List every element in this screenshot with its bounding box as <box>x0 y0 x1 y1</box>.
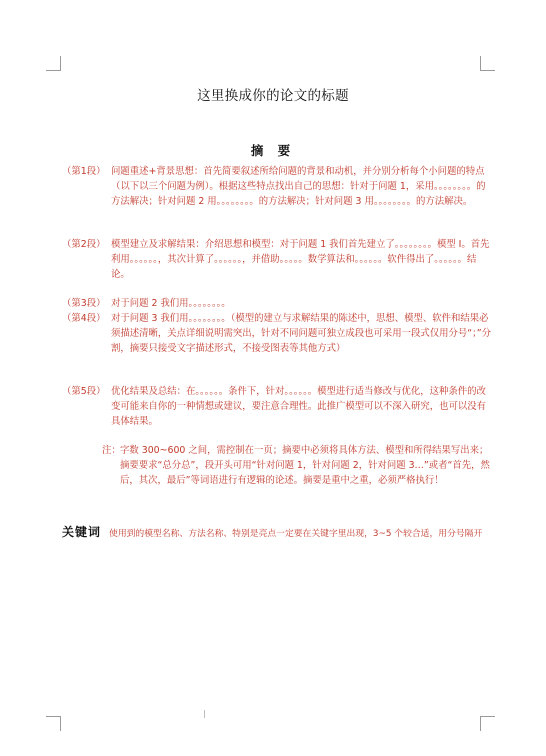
paragraph-text: 问题重述+背景思想：首先简要叙述所给问题的背景和动机，并分别分析每个小问题的特点（以下以三个问题为例）。根据这些特点找出自己的思想：针对于问题 1，采用。。。。。。。。的方法解决；针对问题 2 用。。。。。。。。的方法解决；针对问题 3 用。。。。。。。。的方法解决。 <box>111 166 486 207</box>
note-label: 注： <box>102 445 121 456</box>
abstract-note <box>102 443 492 488</box>
paragraph-label: （第4段） <box>62 313 106 324</box>
paragraph-label: （第1段） <box>62 166 106 177</box>
paragraph-text: 对于问题 2 我们用。。。。。。。。 <box>111 298 231 309</box>
paragraph-label: （第5段） <box>62 386 106 397</box>
paragraph-label: （第3段） <box>62 298 106 309</box>
paper-title: 这里换成你的论文的标题 <box>197 88 349 104</box>
page-tick-mark <box>204 710 205 718</box>
abstract-paragraph-3 <box>62 296 492 311</box>
abstract-paragraph-4 <box>62 311 492 356</box>
paragraph-label: （第2段） <box>62 239 106 250</box>
keywords-label: 关键词 <box>62 525 102 539</box>
keywords-section <box>62 523 492 543</box>
abstract-paragraph-5 <box>62 384 492 429</box>
crop-mark-top-right <box>480 56 495 71</box>
crop-mark-top-left <box>46 56 61 71</box>
paragraph-text: 模型建立及求解结果：介绍思想和模型：对于问题 1 我们首先建立了。。。。。。。。模型 I。首先利用。。。。。。，其次计算了。。。。。。，并借助。。。。。数学算法和。。。。。。软件得出了。。。。。。结论。 <box>111 239 490 280</box>
paragraph-text: 对于问题 3 我们用。。。。。。。。（模型的建立与求解结果的陈述中，思想、模型、软件和结果必须描述清晰，关点详细说明需突出，针对不同问题可独立成段也可采用一段式仅用分号“；”分割，摘要只接受文字描述形式，不接受图表等其他方式） <box>111 313 492 354</box>
note-text: 字数 300~600 之间，需控制在一页；摘要中必须将具体方法、模型和所得结果写出来；摘要要求“总分总”，段开头可用“针对问题 1，针对问题 2，针对问题 3…”或者“首先，然后，其次，最后”等词语进行有逻辑的论述。摘要是重中之重，必须严格执行！ <box>120 445 490 486</box>
paragraph-text: 优化结果及总结：在。。。。。。条件下，针对。。。。。。模型进行适当修改与优化，这种条件的改变可能来自你的一种情想或建议，要注意合理性。此推广模型可以不深入研究，也可以没有具体结果。 <box>111 386 487 427</box>
crop-mark-bottom-left <box>46 716 61 731</box>
abstract-heading: 摘 要 <box>250 143 296 158</box>
crop-mark-bottom-right <box>480 716 495 731</box>
abstract-paragraph-1 <box>62 164 492 209</box>
abstract-paragraph-2 <box>62 237 492 282</box>
keywords-text: 使用到的模型名称、方法名称、特别是亮点一定要在关键字里出现，3~5 个较合适，用分号隔开 <box>109 529 483 539</box>
